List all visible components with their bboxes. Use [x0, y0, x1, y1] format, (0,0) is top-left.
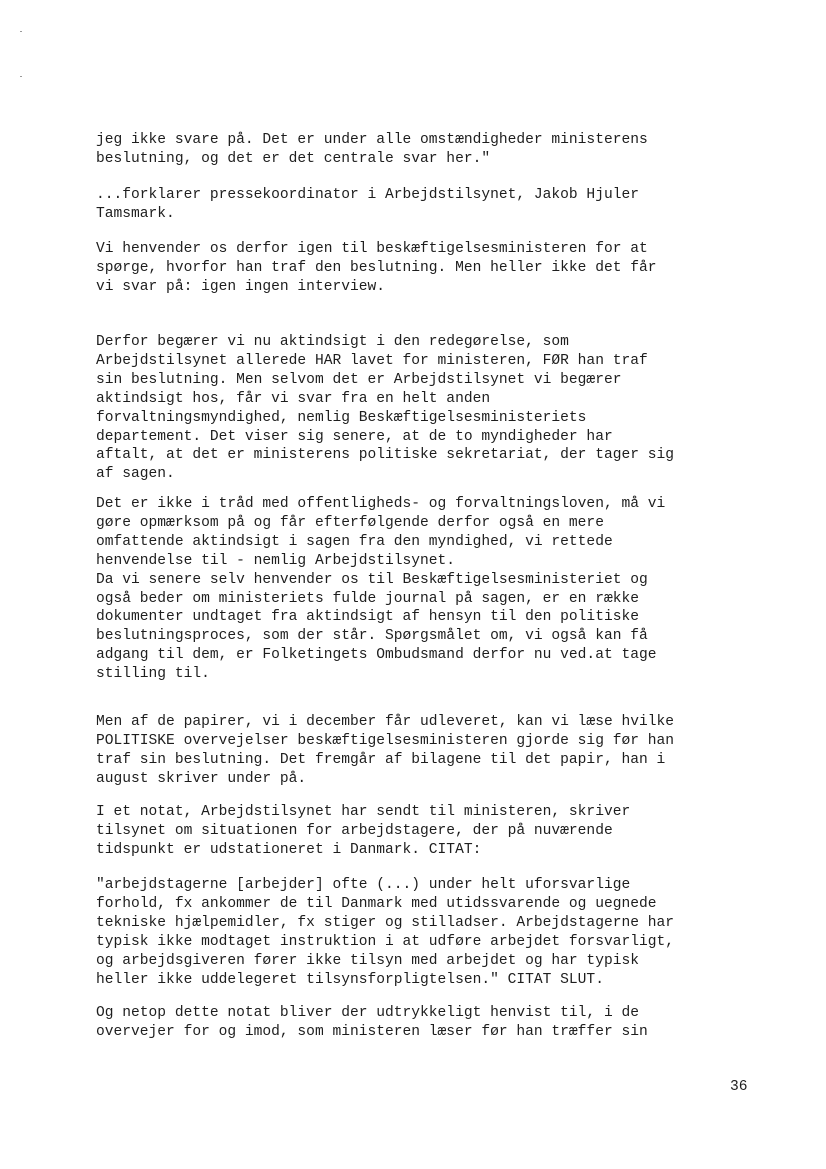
- scan-speck: [20, 76, 22, 77]
- page-number: 36: [730, 1079, 748, 1095]
- paragraph-minister-request: Vi henvender os derfor igen til beskæftigelsesministeren for at spørge, hvorfor han traf den beslutning. Men heller ikke det får vi svar på: igen ingen interview.: [96, 241, 657, 295]
- paragraph-political-considerations: Men af de papirer, vi i december får udleveret, kan vi læse hvilke POLITISKE overvejelser beskæftigelsesministeren gjorde sig før han traf sin beslutning. Det fremgår af bilagene til det papir, han i august skriver under på.: [96, 714, 675, 787]
- paragraph-press-coordinator: ...forklarer pressekoordinator i Arbejdstilsynet, Jakob Hjuler Tamsmark.: [96, 187, 639, 222]
- paragraph-citation: "arbejdstagerne [arbejder] ofte (...) under helt uforsvarlige forhold, fx ankommer de til Danmark med utidssvarende og uegnede tekniske hjælpemidler, fx stiger og stilladser. Arbejdstagerne har typisk ikke modtaget instruktion i at udføre arbejdet forsvarligt, og arbejdsgiveren fører ikke tilsyn med arbejdet og har typisk heller ikke uddelegeret tilsynsforpligtelsen." CITAT SLUT.: [96, 877, 675, 988]
- scan-speck: [20, 31, 22, 32]
- paragraph-access-request: Derfor begærer vi nu aktindsigt i den redegørelse, som Arbejdstilsynet allerede HAR lavet for ministeren, FØR han traf sin beslutning. Men selvom det er Arbejdstilsynet vi begærer aktindsigt hos, får vi svar fra en helt anden forvaltningsmyndighed, nemlig Beskæftigelsesministeriets departement. Det viser sig senere, at de to myndigheder har aftalt, at det er ministerens politiske sekretariat, der tager sig af sagen.: [96, 334, 675, 483]
- paragraph-law-compliance: Det er ikke i tråd med offentligheds- og forvaltningsloven, må vi gøre opmærksom på og får efterfølgende derfor også en mere omfattende aktindsigt i sagen fra den myndighed, vi rettede henvendelse til - nemlig Arbejdstilsynet. Da vi senere selv henvender os til Beskæftigelsesministeriet og også beder om ministeriets fulde journal på sagen, er en række dokumenter undtaget fra aktindsigt af hensyn til den politiske beslutningsproces, som der står. Spørgsmålet om, vi også kan få adgang til dem, er Folketingets Ombudsmand derfor nu ved.at tage stilling til.: [96, 496, 666, 683]
- paragraph-quote-end: jeg ikke svare på. Det er under alle omstændigheder ministerens beslutning, og det er det centrale svar her.": [96, 132, 648, 167]
- paragraph-closing: Og netop dette notat bliver der udtrykkeligt henvist til, i de overvejer for og imod, som ministeren læser før han træffer sin: [96, 1005, 648, 1040]
- paragraph-memo: I et notat, Arbejdstilsynet har sendt til ministeren, skriver tilsynet om situationen for arbejdstagere, der på nuværende tidspunkt er udstationeret i Danmark. CITAT:: [96, 804, 631, 858]
